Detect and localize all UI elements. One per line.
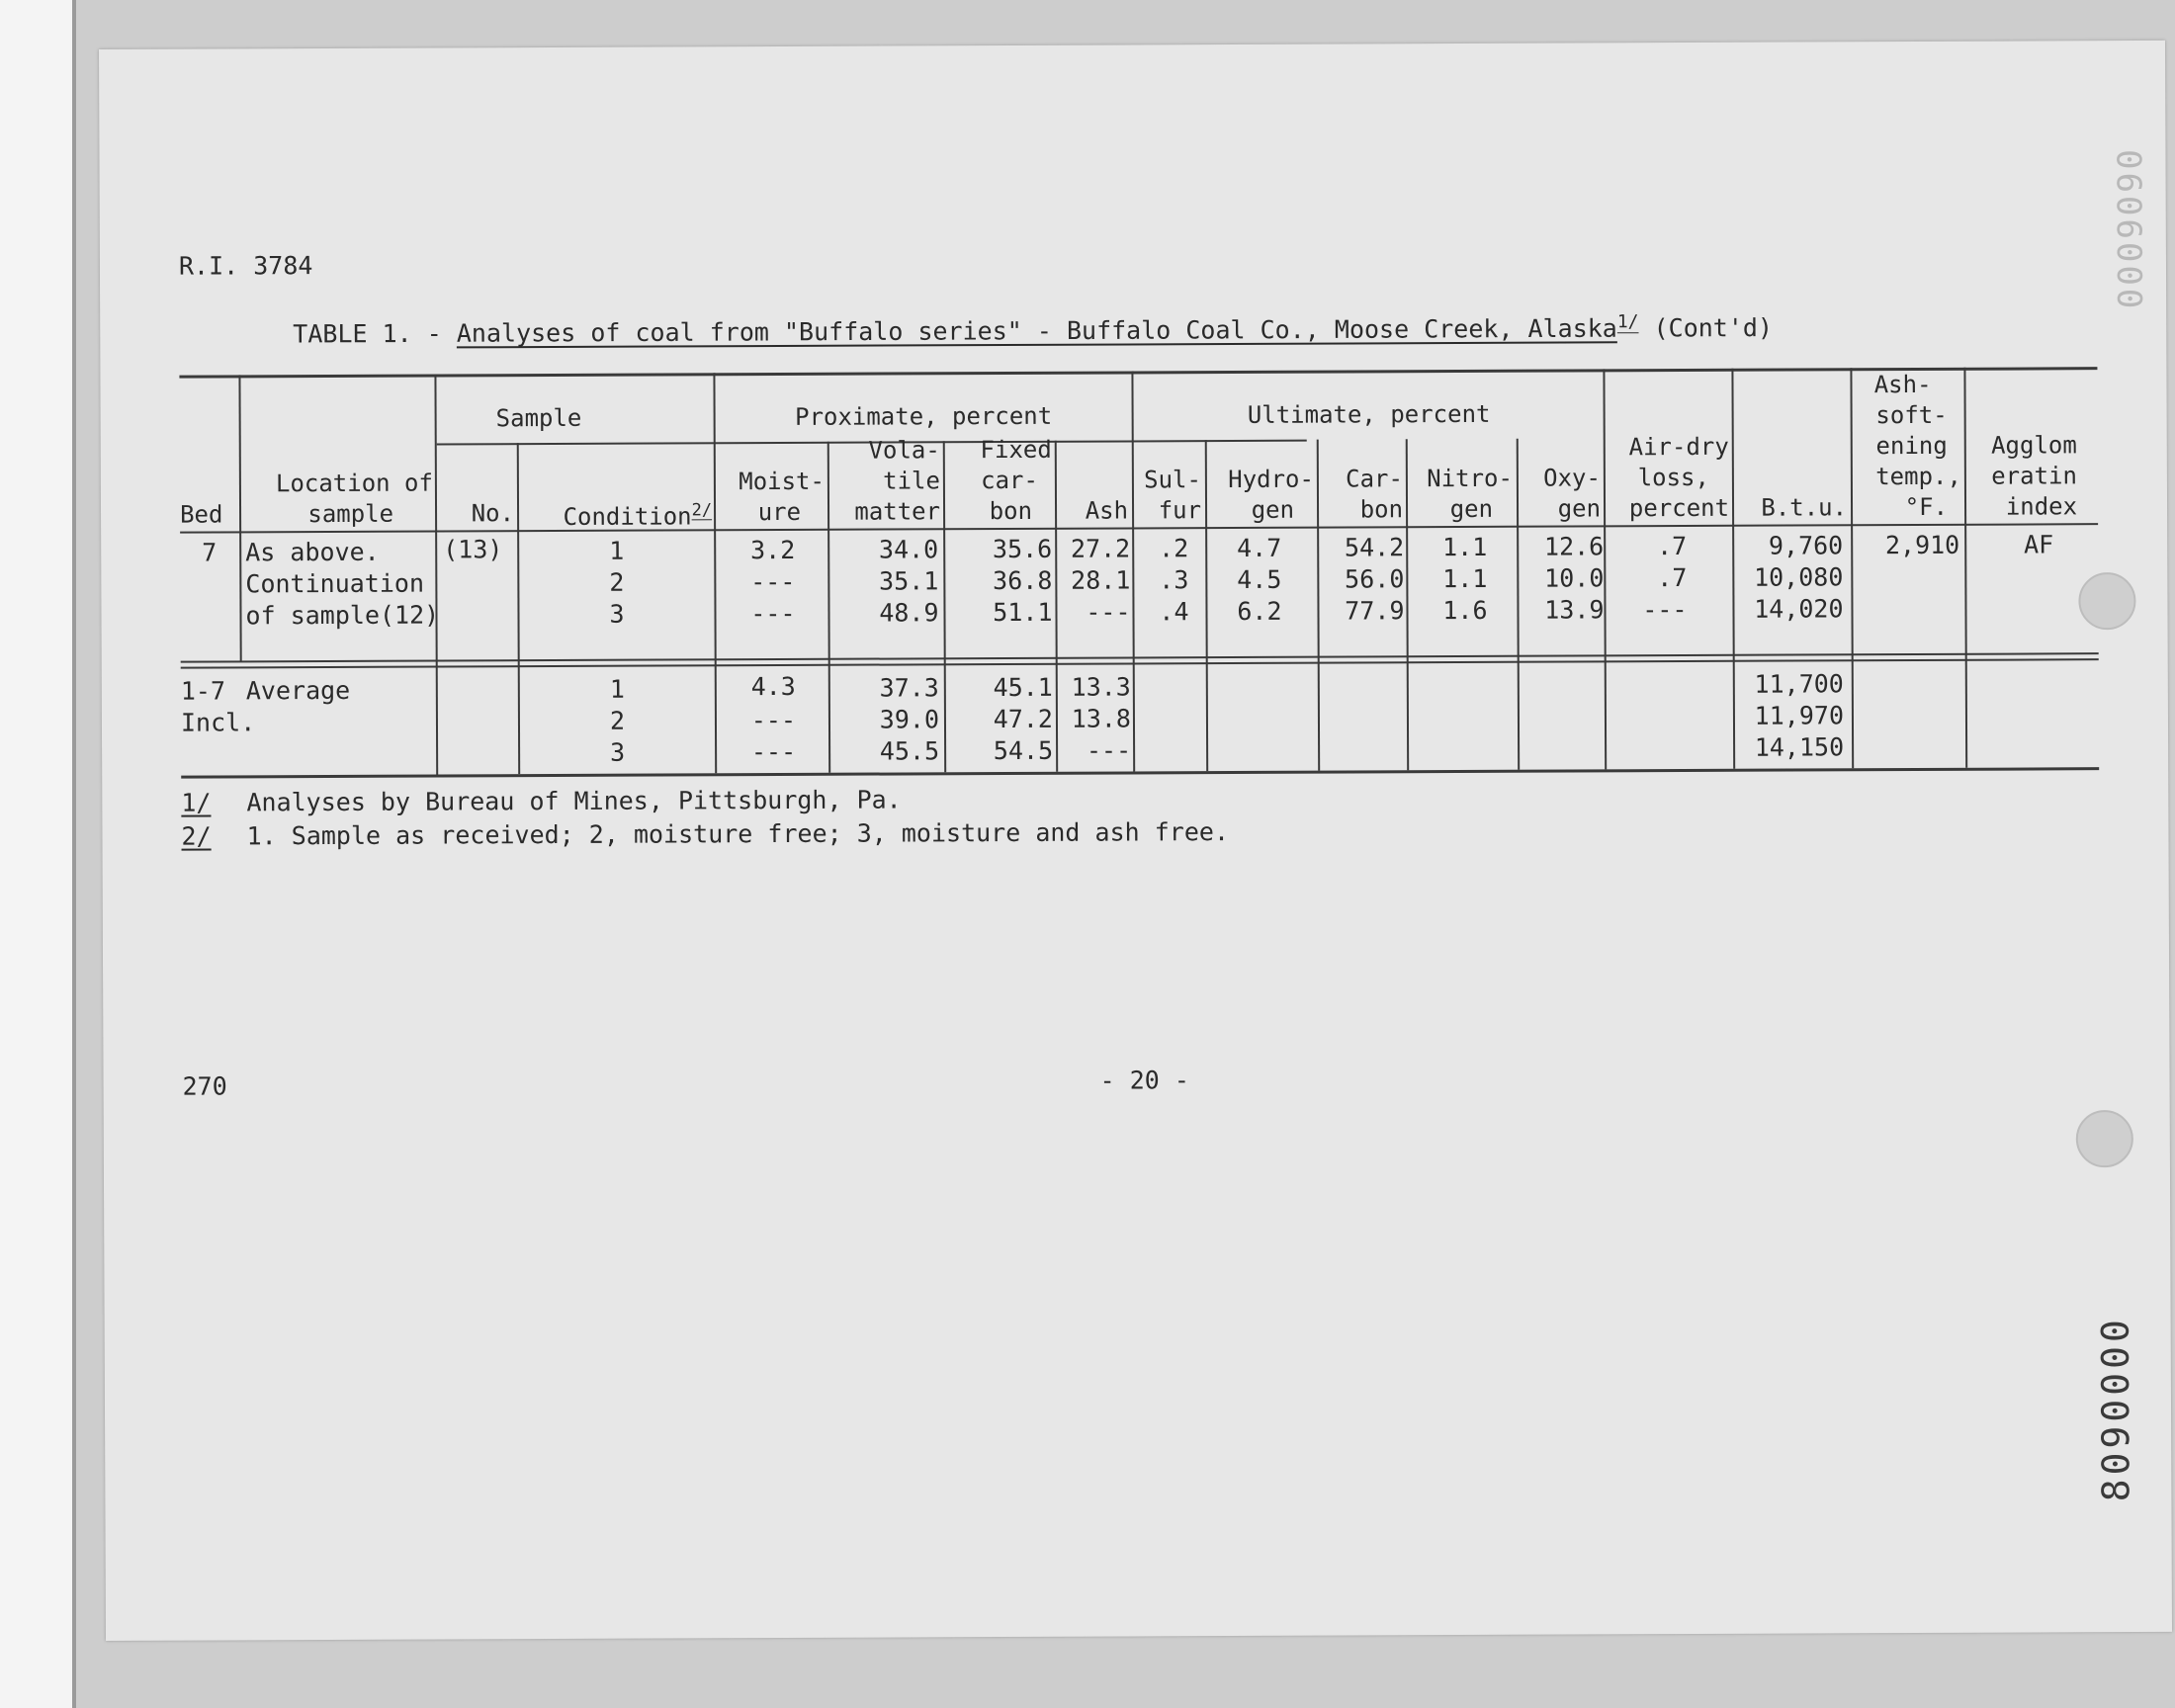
punch-hole (2076, 1110, 2133, 1167)
footnote-1: 1/ Analyses by Bureau of Mines, Pittsburgh, Pa. (181, 785, 902, 817)
group2-bed: 1-7 (180, 676, 226, 706)
condition-cell: 1 (609, 674, 625, 704)
group1-location-line3: of sample(12) (245, 600, 440, 631)
header-nitrogen: Nitro- gen (1427, 464, 1513, 524)
page-number-left: 270 (182, 1071, 227, 1101)
fixed-carbon-cell: 47.2 (993, 704, 1054, 734)
ash-cell: 13.3 (1071, 672, 1131, 702)
header-ash-softening: Ash- soft- ening temp., °F. (1873, 370, 1961, 522)
header-oxygen: Oxy- gen (1543, 464, 1602, 523)
moisture-cell: 4.3 (750, 671, 796, 702)
header-fixed-carbon: Fixed car- bon (980, 435, 1052, 526)
oxygen-cell: 13.9 (1544, 595, 1605, 625)
sulfur-cell: .4 (1159, 597, 1189, 627)
volatile-cell: 39.0 (879, 705, 940, 734)
volatile-cell: 34.0 (878, 535, 939, 564)
ash-cell: 13.8 (1071, 704, 1132, 733)
group1-agglomerating-index: AF (2024, 530, 2054, 559)
carbon-cell: 54.2 (1344, 533, 1405, 562)
group1-location-line2: Continuation (245, 568, 425, 599)
volatile-cell: 35.1 (879, 566, 939, 596)
btu-cell: 11,700 (1754, 669, 1844, 699)
header-sulfur: Sul- fur (1144, 466, 1202, 525)
header-proximate-group: Proximate, percent (795, 401, 1053, 431)
document-page (99, 41, 2172, 1641)
btu-cell: 14,150 (1754, 732, 1845, 762)
oxygen-cell: 10.0 (1544, 563, 1605, 593)
header-ash: Ash (1085, 496, 1129, 525)
condition-cell: 3 (609, 599, 625, 629)
air-dry-loss-cell: .7 (1657, 562, 1688, 593)
group2-location: Average (245, 675, 351, 706)
moisture-cell: 3.2 (749, 535, 796, 565)
volatile-cell: 48.9 (879, 598, 939, 628)
header-no: No. (471, 499, 515, 528)
moisture-cell: --- (750, 736, 797, 767)
footnote-2: 2/ 1. Sample as received; 2, moisture free; 3, moisture and ash free. (181, 817, 1230, 851)
hydrogen-cell: 4.7 (1236, 533, 1282, 562)
fixed-carbon-cell: 35.6 (992, 534, 1053, 564)
btu-cell: 9,760 (1768, 531, 1844, 560)
header-btu: B.t.u. (1761, 493, 1848, 522)
condition-cell: 3 (610, 737, 626, 767)
header-condition: Condition$^{2/}$ (563, 500, 713, 531)
nitrogen-cell: 1.1 (1441, 532, 1488, 562)
ash-cell: --- (1086, 735, 1132, 765)
carbon-cell: 56.0 (1345, 564, 1405, 594)
header-air-dry-loss: Air-dry loss, percent (1628, 432, 1730, 523)
ash-cell: --- (1086, 597, 1131, 627)
hydrogen-cell: 4.5 (1237, 564, 1282, 594)
carbon-cell: 77.9 (1345, 596, 1405, 626)
group1-ash-softening-temp: 2,910 (1884, 530, 1960, 560)
group1-sample-no: (13) (443, 535, 503, 564)
fixed-carbon-cell: 45.1 (993, 672, 1053, 703)
header-hydrogen: Hydro- gen (1228, 465, 1314, 524)
hydrogen-cell: 6.2 (1237, 596, 1282, 626)
air-dry-loss-cell: .7 (1657, 531, 1688, 561)
moisture-cell: --- (750, 598, 796, 629)
condition-cell: 2 (609, 706, 626, 735)
moisture-cell: --- (750, 705, 797, 735)
page-number-center: - 20 - (1099, 1066, 1189, 1095)
header-volatile: Vola- tile matter (854, 436, 941, 526)
header-ultimate-group: Ultimate, percent (1247, 399, 1491, 429)
header-bed: Bed (179, 500, 223, 529)
header-agglomerating-index: Agglom eratin index (1991, 431, 2078, 521)
analysis-table (179, 367, 2099, 790)
group1-location-line1: As above. (245, 537, 380, 567)
ash-cell: 28.1 (1071, 565, 1131, 595)
oxygen-cell: 12.6 (1543, 532, 1605, 561)
fixed-carbon-cell: 51.1 (993, 597, 1053, 628)
report-number: R.I. 3784 (178, 251, 313, 281)
condition-cell: 1 (609, 536, 625, 565)
fixed-carbon-cell: 36.8 (993, 565, 1053, 596)
btu-cell: 14,020 (1754, 594, 1844, 624)
header-carbon: Car- bon (1346, 465, 1404, 524)
btu-cell: 11,970 (1754, 701, 1845, 730)
scan-margin (0, 0, 74, 1708)
sulfur-cell: .2 (1159, 534, 1189, 563)
nitrogen-cell: 1.1 (1442, 563, 1488, 594)
ash-cell: 27.2 (1070, 534, 1131, 563)
btu-cell: 10,080 (1753, 562, 1844, 592)
condition-cell: 2 (609, 567, 625, 597)
air-dry-loss-cell: --- (1642, 594, 1688, 625)
header-location: Location of sample (275, 469, 433, 529)
group1-bed: 7 (202, 538, 218, 567)
table-title: TABLE 1. - Analyses of coal from "Buffalo series" - Buffalo Coal Co., Moose Creek, Alaska$^{1/}$ (Cont'd) (293, 311, 1774, 349)
sulfur-cell: .3 (1159, 565, 1189, 595)
fixed-carbon-cell: 54.5 (993, 735, 1054, 766)
header-moisture: Moist- ure (739, 467, 825, 527)
archive-number: 8090000 (2093, 1316, 2138, 1502)
header-sample-group: Sample (495, 403, 582, 433)
nitrogen-cell: 1.6 (1442, 595, 1488, 626)
group2-bed-incl: Incl. (180, 708, 256, 737)
scan-edge (72, 0, 76, 1708)
archive-number-bleed: 0606000 (2108, 148, 2149, 312)
volatile-cell: 37.3 (879, 673, 939, 703)
volatile-cell: 45.5 (879, 736, 940, 766)
moisture-cell: --- (750, 566, 796, 597)
